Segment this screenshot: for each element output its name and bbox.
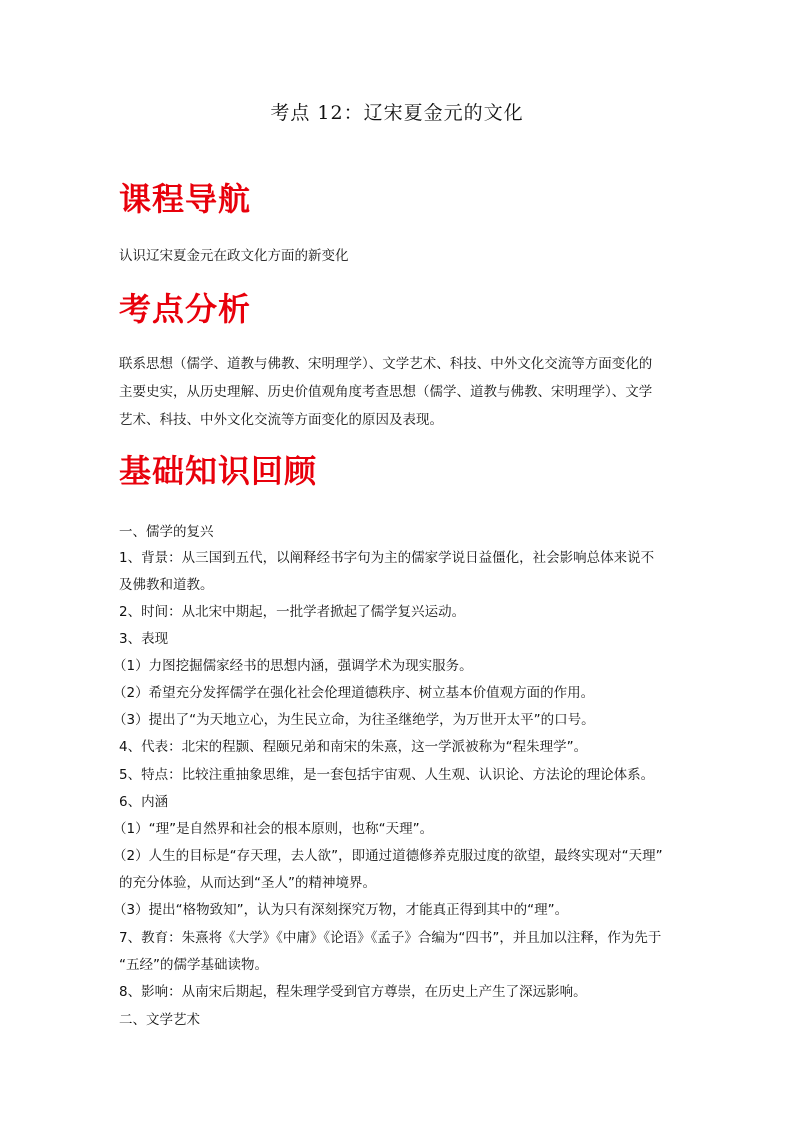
section-heading-basic-review: 基础知识回顾 bbox=[119, 452, 318, 490]
review-line: 6、内涵 bbox=[119, 794, 169, 810]
review-line: （1）力图挖掘儒家经书的思想内涵，强调学术为现实服务。 bbox=[113, 658, 473, 674]
analysis-line: 主要史实，从历史理解、历史价值观角度考查思想（儒学、道教与佛教、宋明理学）、文学 bbox=[119, 384, 653, 400]
analysis-line: 联系思想（儒学、道教与佛教、宋明理学）、文学艺术、科技、中外文化交流等方面变化的 bbox=[119, 356, 653, 372]
review-line: 及佛教和道教。 bbox=[119, 577, 214, 593]
review-line: 4、代表：北宋的程颢、程颐兄弟和南宋的朱熹，这一学派被称为“程朱理学”。 bbox=[119, 739, 588, 755]
review-line: （2）希望充分发挥儒学在强化社会伦理道德秩序、树立基本价值观方面的作用。 bbox=[113, 685, 595, 701]
review-line: 1、背景：从三国到五代，以阐释经书字句为主的儒家学说日益僵化，社会影响总体来说不 bbox=[119, 550, 655, 566]
analysis-line: 艺术、科技、中外文化交流等方面变化的原因及表现。 bbox=[119, 412, 443, 428]
section-heading-analysis: 考点分析 bbox=[119, 290, 252, 328]
review-line: 7、教育：朱熹将《大学》《中庸》《论语》《孟子》合编为“四书”，并且加以注释，作为先于 bbox=[119, 930, 662, 946]
review-line: 一、儒学的复兴 bbox=[119, 524, 214, 540]
review-line: “五经”的儒学基础读物。 bbox=[119, 957, 268, 973]
document-title: 考点 12：辽宋夏金元的文化 bbox=[270, 102, 524, 124]
review-line: 的充分体验，从而达到“圣人”的精神境界。 bbox=[119, 875, 376, 891]
review-line: 二、文学艺术 bbox=[119, 1012, 200, 1028]
review-line: （3）提出了“为天地立心，为生民立命，为往圣继绝学，为万世开太平”的口号。 bbox=[113, 712, 595, 728]
review-line: （2）人生的目标是“存天理，去人欲”，即通过道德修养克服过度的欲望，最终实现对“天理” bbox=[113, 848, 663, 864]
review-line: 2、时间：从北宋中期起，一批学者掀起了儒学复兴运动。 bbox=[119, 604, 466, 620]
review-line: （1）“理”是自然界和社会的根本原则，也称“天理”。 bbox=[113, 821, 434, 837]
section-heading-course-nav: 课程导航 bbox=[119, 180, 252, 218]
review-line: 5、特点：比较注重抽象思维，是一套包括宇宙观、人生观、认识论、方法论的理论体系。 bbox=[119, 767, 655, 783]
review-line: 3、表现 bbox=[119, 631, 169, 647]
review-line: （3）提出“格物致知”，认为只有深刻探究万物，才能真正得到其中的“理”。 bbox=[113, 902, 569, 918]
course-nav-text: 认识辽宋夏金元在政文化方面的新变化 bbox=[119, 248, 349, 264]
review-line: 8、影响：从南宋后期起，程朱理学受到官方尊崇，在历史上产生了深远影响。 bbox=[119, 984, 587, 1000]
